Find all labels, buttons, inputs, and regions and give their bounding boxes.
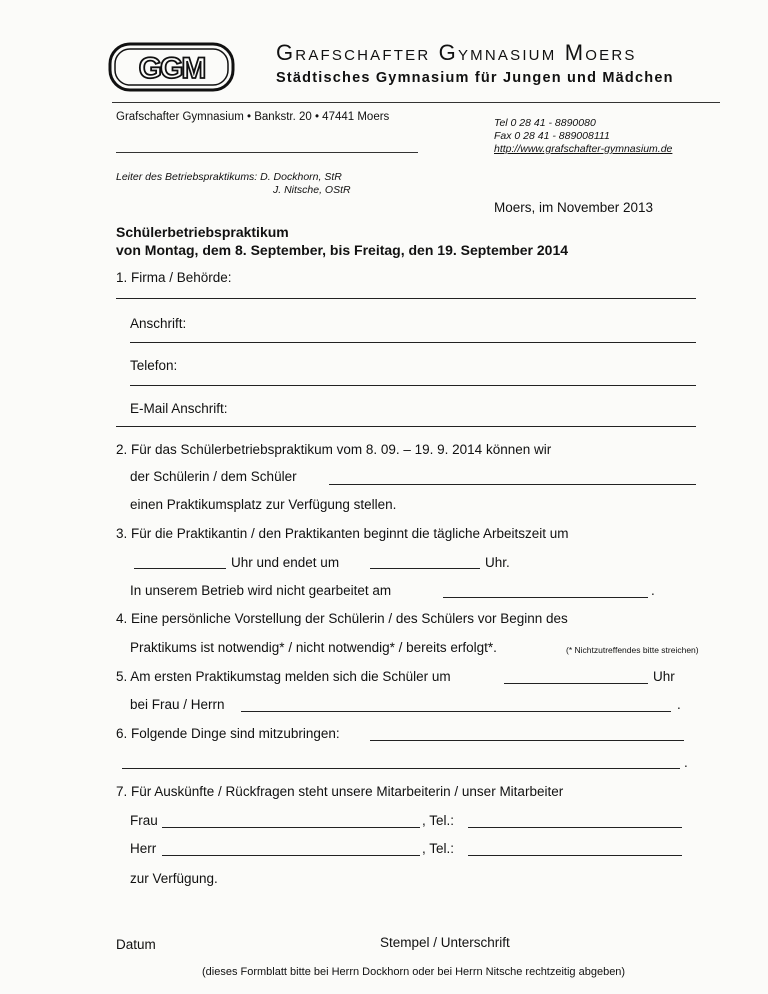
section-3-line-1: 3. Für die Praktikantin / den Praktikanten beginnt die tägliche Arbeitszeit um [116, 526, 569, 541]
svg-text:GGM: GGM [138, 52, 205, 85]
school-logo [108, 42, 235, 92]
datum-label: Datum [116, 937, 156, 952]
header-divider [112, 102, 720, 103]
address-line: Grafschafter Gymnasium • Bankstr. 20 • 47441 Moers [116, 111, 390, 123]
mitbringen-field-1[interactable] [370, 740, 684, 741]
section-4-line-2: Praktikums ist notwendig* / nicht notwendig* / bereits erfolgt*. [130, 640, 497, 655]
frau-name-field[interactable] [162, 827, 420, 828]
section-2-line-3: einen Praktikumsplatz zur Verfügung stellen. [130, 497, 397, 512]
zur-verfuegung-label: zur Verfügung. [130, 871, 218, 886]
section-2-line-1: 2. Für das Schülerbetriebspraktikum vom 8. 09. – 19. 9. 2014 können wir [116, 442, 552, 457]
firma-field[interactable] [116, 298, 696, 299]
footer-note: (dieses Formblatt bitte bei Herrn Dockhorn oder bei Herrn Nitsche rechtzeitig abgeben) [202, 966, 626, 978]
frau-label: Frau [130, 813, 158, 828]
section-4-note: (* Nichtzutreffendes bitte streichen) [566, 645, 699, 655]
section-6-period: . [684, 755, 688, 770]
address-rule [116, 152, 418, 153]
section-5-period: . [677, 697, 681, 712]
email-label: E-Mail Anschrift: [130, 401, 228, 416]
phone-number: Tel 0 28 41 - 8890080 [494, 117, 596, 129]
schueler-field[interactable] [329, 484, 696, 485]
fax-number: Fax 0 28 41 - 889008111 [494, 130, 610, 142]
kein-arbeitstag-label: In unserem Betrieb wird nicht gearbeitet am [130, 583, 392, 598]
school-subtitle: Städtisches Gymnasium für Jungen und Mädchen [276, 70, 674, 86]
section-4-line-1: 4. Eine persönliche Vorstellung der Schülerin / des Schülers vor Beginn des [116, 611, 568, 626]
herr-label: Herr [130, 841, 157, 856]
email-field[interactable] [116, 426, 696, 427]
section-5-line-1: 5. Am ersten Praktikumstag melden sich die Schüler um [116, 669, 451, 684]
ansprechpartner-field[interactable] [241, 711, 671, 712]
stempel-label: Stempel / Unterschrift [380, 935, 510, 950]
herr-name-field[interactable] [162, 855, 420, 856]
title-line-2: von Montag, dem 8. September, bis Freitag, den 19. September 2014 [116, 242, 569, 258]
uhr-label: Uhr. [485, 555, 510, 570]
section-6-line-1: 6. Folgende Dinge sind mitzubringen: [116, 726, 340, 741]
herr-tel-field[interactable] [468, 855, 682, 856]
leader-line-1: Leiter des Betriebspraktikums: D. Dockhorn, StR [116, 171, 342, 183]
arbeitszeit-start-field[interactable] [134, 568, 226, 569]
telefon-label: Telefon: [130, 358, 178, 373]
arbeitszeit-ende-field[interactable] [370, 568, 480, 569]
kein-arbeitstag-field[interactable] [443, 597, 648, 598]
section-7-line-1: 7. Für Auskünfte / Rückfragen steht unsere Mitarbeiterin / unser Mitarbeiter [116, 784, 564, 799]
anschrift-field[interactable] [130, 342, 696, 343]
firma-label: 1. Firma / Behörde: [116, 270, 232, 285]
mitbringen-field-2[interactable] [122, 768, 680, 769]
school-name: Grafschafter Gymnasium Moers [276, 40, 637, 65]
school-url[interactable]: http://www.grafschafter-gymnasium.de [494, 143, 673, 155]
frau-tel-label: , Tel.: [422, 813, 455, 828]
anschrift-label: Anschrift: [130, 316, 187, 331]
frau-tel-field[interactable] [468, 827, 682, 828]
section-5-uhr: Uhr [653, 669, 675, 684]
leader-line-2: J. Nitsche, OStR [273, 184, 351, 196]
herr-tel-label: , Tel.: [422, 841, 455, 856]
uhr-und-endet-label: Uhr und endet um [231, 555, 340, 570]
date-line: Moers, im November 2013 [494, 200, 654, 215]
section-2-line-2: der Schülerin / dem Schüler [130, 469, 297, 484]
title-line-1: Schülerbetriebspraktikum [116, 224, 289, 240]
kein-arbeitstag-period: . [651, 583, 655, 598]
telefon-field[interactable] [130, 385, 696, 386]
meldezeit-field[interactable] [504, 683, 648, 684]
section-5-bei-label: bei Frau / Herrn [130, 697, 225, 712]
